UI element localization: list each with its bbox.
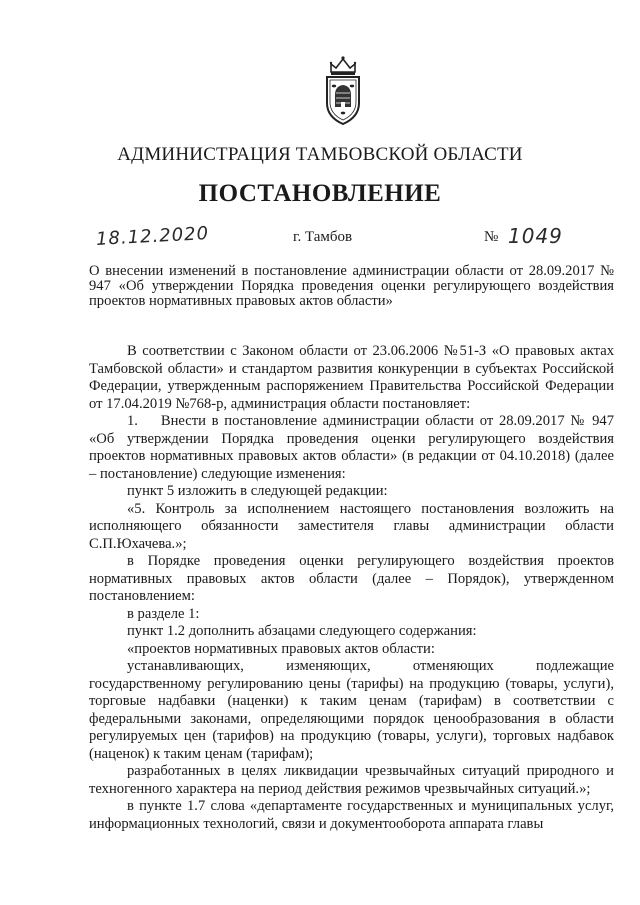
paragraph: в пункте 1.7 слова «департаменте государственных и муниципальных услуг, информационных технологий, связи и документооборота аппарата главы (89, 798, 614, 832)
document-body (89, 343, 614, 833)
document-number: 1049 (508, 224, 563, 248)
organization-title: АДМИНИСТРАЦИЯ ТАМБОВСКОЙ ОБЛАСТИ (117, 144, 523, 165)
document-number-label: № (484, 229, 499, 245)
document-date: 18.12.2020 (95, 223, 210, 250)
document-subject: О внесении изменений в постановление администрации области от 28.09.2017 № 947 «Об утверждении Порядка проведения оценки регулирующего воздействия проектов нормативных правовых актов области» (89, 263, 614, 309)
document-type-title: ПОСТАНОВЛЕНИЕ (198, 180, 442, 207)
paragraph: «5. Контроль за исполнением настоящего постановления возложить на исполняющего обязанности заместителя главы администрации области С.П.Юхачева.»; (89, 500, 614, 552)
paragraph: в Порядке проведения оценки регулирующего воздействия проектов нормативных правовых актов области (далее – Порядок), утвержденном постановлением: (89, 553, 614, 604)
paragraph: пункт 5 изложить в следующей редакции: (127, 483, 388, 499)
paragraph: 1. Внести в постановление администрации области от 28.09.2017 № 947 «Об утверждении Порядка проведения оценки регулирующего воздействия проектов нормативных правовых актов области» (в редакции от 04.10.2018) (далее – постановление) следующие изменения: (89, 413, 614, 482)
paragraph: «проектов нормативных правовых актов области: (127, 640, 435, 657)
paragraph: устанавливающих, изменяющих, отменяющих подлежащие государственному регулированию цены (тарифы) на продукцию (товары, услуги), торговые надбавки (наценки) к таким ценам (тарифам) в соответствии с федеральными законами, определяющими порядок ценообразования в области регулируемых цен (тарифов) на продукцию (товары, услуги), торговых надбавок (наценок) к таким ценам (тарифам); (89, 658, 614, 762)
paragraph: пункт 1.2 дополнить абзацами следующего содержания: (127, 623, 477, 639)
document-city: г. Тамбов (293, 229, 353, 245)
paragraph: в разделе 1: (127, 605, 200, 622)
paragraph: В соответствии с Законом области от 23.06.2006 №51-З «О правовых актах Тамбовской области» и стандартом развития конкуренции в субъектах Российской Федерации, утвержденным распоряжением Правительства Российской Федерации от 17.04.2019 №768-р, администрация области постановляет: (89, 343, 614, 412)
paragraph: разработанных в целях ликвидации чрезвычайных ситуаций природного и техногенного характера на период действия режимов чрезвычайных ситуаций.»; (89, 763, 614, 797)
coat-of-arms-icon (322, 55, 364, 127)
